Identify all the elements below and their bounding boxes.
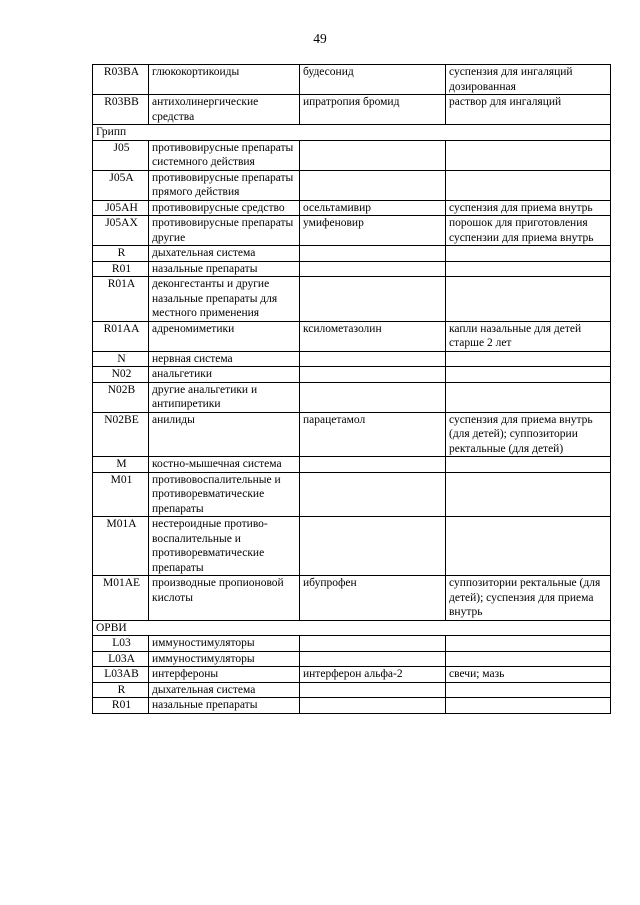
atc-code-cell: M01 <box>93 472 149 517</box>
drug-name-cell <box>300 351 446 367</box>
table-row <box>93 261 611 277</box>
dosage-form-cell: суспензия для приема внутрь (для детей); суппозитории ректальные (для детей) <box>446 412 611 457</box>
group-name-cell: противовирусные препараты другие <box>149 216 300 246</box>
group-name-cell: противовирусные средство <box>149 200 300 216</box>
drug-name-cell <box>300 472 446 517</box>
atc-code-cell: M01AE <box>93 576 149 621</box>
table-row <box>93 682 611 698</box>
dosage-form-cell <box>446 246 611 262</box>
group-name-cell: производные пропионовой кислоты <box>149 576 300 621</box>
table-row <box>93 651 611 667</box>
table-row <box>93 170 611 200</box>
group-name-cell: назальные препараты <box>149 261 300 277</box>
dosage-form-cell <box>446 261 611 277</box>
atc-code-cell: N <box>93 351 149 367</box>
table-row <box>93 351 611 367</box>
group-name-cell: назальные препараты <box>149 698 300 714</box>
section-row <box>93 620 611 636</box>
table-row <box>93 517 611 576</box>
dosage-form-cell <box>446 517 611 576</box>
drug-name-cell <box>300 170 446 200</box>
table-row <box>93 698 611 714</box>
group-name-cell: противовирусные препараты прямого действия <box>149 170 300 200</box>
drug-name-cell <box>300 277 446 322</box>
drug-name-cell: ибупрофен <box>300 576 446 621</box>
table-row <box>93 277 611 322</box>
table-row <box>93 216 611 246</box>
atc-code-cell: R01AA <box>93 321 149 351</box>
table-row <box>93 382 611 412</box>
group-name-cell: костно-мышечная система <box>149 457 300 473</box>
atc-code-cell: R01A <box>93 277 149 322</box>
drug-name-cell: ипратропия бромид <box>300 95 446 125</box>
section-title: ОРВИ <box>93 620 611 636</box>
atc-code-cell: N02B <box>93 382 149 412</box>
section-title: Грипп <box>93 125 611 141</box>
table-row <box>93 65 611 95</box>
drug-name-cell <box>300 651 446 667</box>
drug-name-cell <box>300 140 446 170</box>
drug-name-cell <box>300 698 446 714</box>
dosage-form-cell <box>446 698 611 714</box>
dosage-form-cell <box>446 367 611 383</box>
drug-name-cell <box>300 261 446 277</box>
dosage-form-cell: раствор для ингаляций <box>446 95 611 125</box>
drug-table <box>92 64 611 714</box>
drug-name-cell <box>300 457 446 473</box>
group-name-cell: дыхательная система <box>149 246 300 262</box>
group-name-cell: глюкокортикоиды <box>149 65 300 95</box>
drug-name-cell <box>300 636 446 652</box>
atc-code-cell: R <box>93 682 149 698</box>
dosage-form-cell <box>446 170 611 200</box>
atc-code-cell: M <box>93 457 149 473</box>
atc-code-cell: R01 <box>93 698 149 714</box>
dosage-form-cell: порошок для приготовления суспензии для приема внутрь <box>446 216 611 246</box>
atc-code-cell: J05AX <box>93 216 149 246</box>
table-row <box>93 412 611 457</box>
group-name-cell: адреномиметики <box>149 321 300 351</box>
atc-code-cell: L03 <box>93 636 149 652</box>
dosage-form-cell: суспензия для приема внутрь <box>446 200 611 216</box>
group-name-cell: деконгестанты и другие назальные препараты для местного применения <box>149 277 300 322</box>
table-row <box>93 95 611 125</box>
drug-name-cell <box>300 682 446 698</box>
table-row <box>93 576 611 621</box>
group-name-cell: интерфероны <box>149 667 300 683</box>
drug-name-cell: умифеновир <box>300 216 446 246</box>
atc-code-cell: L03A <box>93 651 149 667</box>
dosage-form-cell <box>446 636 611 652</box>
atc-code-cell: M01A <box>93 517 149 576</box>
group-name-cell: нестероидные противо-воспалительные и противоревматические препараты <box>149 517 300 576</box>
dosage-form-cell <box>446 140 611 170</box>
dosage-form-cell <box>446 351 611 367</box>
drug-name-cell <box>300 246 446 262</box>
atc-code-cell: R01 <box>93 261 149 277</box>
atc-code-cell: R03BB <box>93 95 149 125</box>
group-name-cell: анальгетики <box>149 367 300 383</box>
table-row <box>93 200 611 216</box>
group-name-cell: иммуностимуляторы <box>149 636 300 652</box>
group-name-cell: противовоспалительные и противоревматические препараты <box>149 472 300 517</box>
table-row <box>93 472 611 517</box>
dosage-form-cell <box>446 651 611 667</box>
drug-name-cell <box>300 367 446 383</box>
drug-name-cell: интерферон альфа-2 <box>300 667 446 683</box>
dosage-form-cell: капли назальные для детей старше 2 лет <box>446 321 611 351</box>
atc-code-cell: R <box>93 246 149 262</box>
drug-name-cell: будесонид <box>300 65 446 95</box>
atc-code-cell: J05A <box>93 170 149 200</box>
group-name-cell: дыхательная система <box>149 682 300 698</box>
drug-name-cell: ксилометазолин <box>300 321 446 351</box>
atc-code-cell: N02 <box>93 367 149 383</box>
table-row <box>93 667 611 683</box>
drug-name-cell <box>300 382 446 412</box>
page-number: 49 <box>313 31 327 46</box>
group-name-cell: другие анальгетики и антипиретики <box>149 382 300 412</box>
group-name-cell: антихолинергические средства <box>149 95 300 125</box>
dosage-form-cell <box>446 457 611 473</box>
table-row <box>93 457 611 473</box>
atc-code-cell: N02BE <box>93 412 149 457</box>
atc-code-cell: J05 <box>93 140 149 170</box>
atc-code-cell: L03AB <box>93 667 149 683</box>
dosage-form-cell <box>446 277 611 322</box>
table-body <box>93 65 611 714</box>
dosage-form-cell <box>446 682 611 698</box>
section-row <box>93 125 611 141</box>
dosage-form-cell: свечи; мазь <box>446 667 611 683</box>
group-name-cell: иммуностимуляторы <box>149 651 300 667</box>
table-row <box>93 367 611 383</box>
dosage-form-cell <box>446 382 611 412</box>
group-name-cell: противовирусные препараты системного действия <box>149 140 300 170</box>
dosage-form-cell <box>446 472 611 517</box>
table-row <box>93 636 611 652</box>
dosage-form-cell: суппозитории ректальные (для детей); суспензия для приема внутрь <box>446 576 611 621</box>
drug-name-cell <box>300 517 446 576</box>
drug-name-cell: парацетамол <box>300 412 446 457</box>
table-row <box>93 321 611 351</box>
dosage-form-cell: суспензия для ингаляций дозированная <box>446 65 611 95</box>
atc-code-cell: R03BA <box>93 65 149 95</box>
group-name-cell: анилиды <box>149 412 300 457</box>
table-row <box>93 246 611 262</box>
table-row <box>93 140 611 170</box>
drug-name-cell: осельтамивир <box>300 200 446 216</box>
atc-code-cell: J05AH <box>93 200 149 216</box>
group-name-cell: нервная система <box>149 351 300 367</box>
